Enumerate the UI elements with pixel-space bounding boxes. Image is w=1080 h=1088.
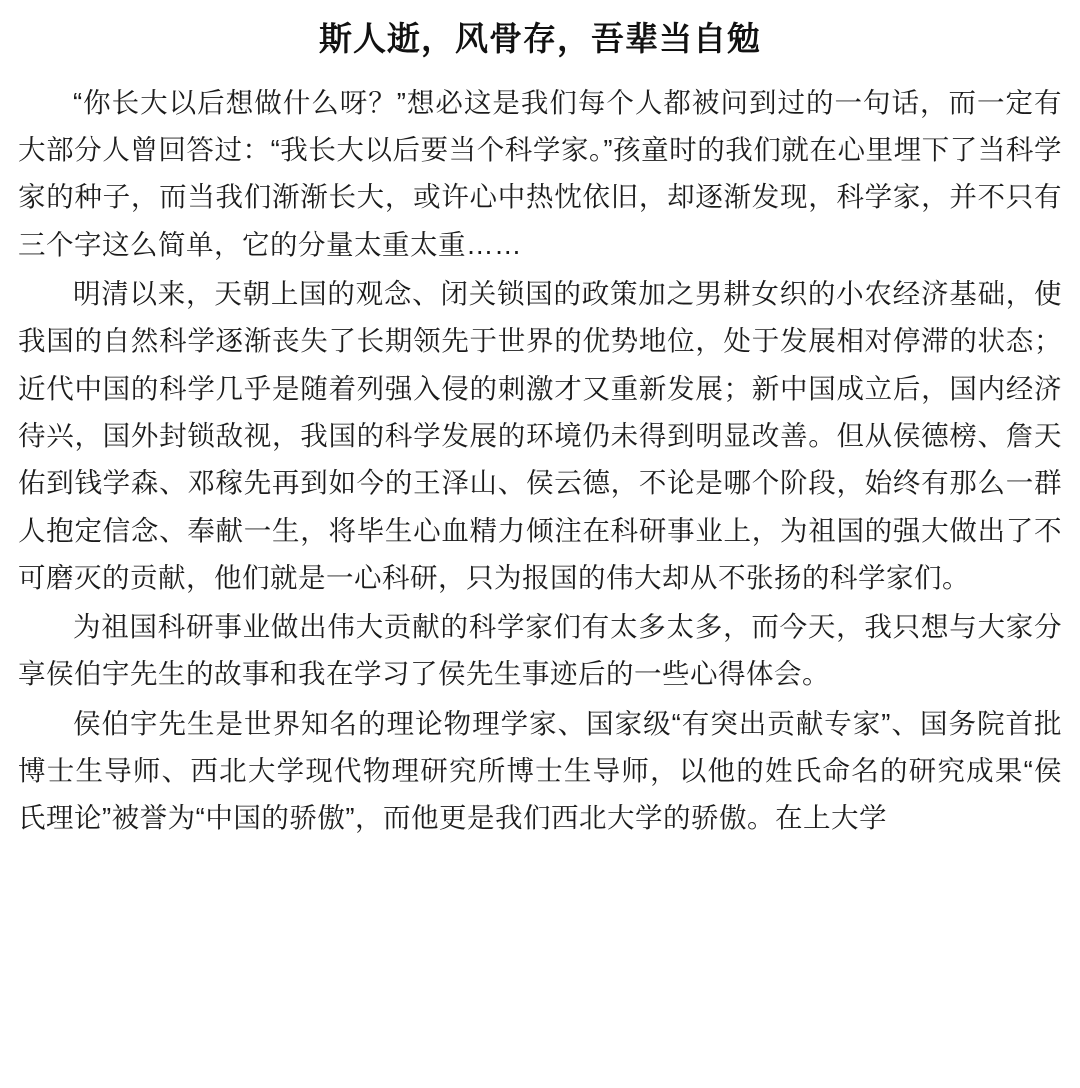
page-title: 斯人逝，风骨存，吾辈当自勉 [319,20,761,57]
paragraph: “你长大以后想做什么呀？”想必这是我们每个人都被问到过的一句话，而一定有大部分人曾回答过：“我长大以后要当个科学家。”孩童时的我们就在心里埋下了当科学家的种子，而当我们渐渐长大，或许心中热忱依旧，却逐渐发现，科学家，并不只有三个字这么简单，它的分量太重太重…… [18,86,1062,260]
paragraph: 为祖国科研事业做出伟大贡献的科学家们有太多太多，而今天，我只想与大家分享侯伯宇先生的故事和我在学习了侯先生事迹后的一些心得体会。 [18,611,1062,690]
paragraph: 明清以来，天朝上国的观念、闭关锁国的政策加之男耕女织的小农经济基础，使我国的自然科学逐渐丧失了长期领先于世界的优势地位，处于发展相对停滞的状态；近代中国的科学几乎是随着列强入侵的刺激才又重新发展；新中国成立后，国内经济待兴，国外封锁敌视，我国的科学发展的环境仍未得到明显改善。但从侯德榜、詹天佑到钱学森、邓稼先再到如今的王泽山、侯云德，不论是哪个阶段，始终有那么一群人抱定信念、奉献一生，将毕生心血精力倾注在科研事业上，为祖国的强大做出了不可磨灭的贡献，他们就是一心科研，只为报国的伟大却从不张扬的科学家们。 [18,278,1062,593]
document-body [18,79,1062,842]
paragraph: 侯伯宇先生是世界知名的理论物理学家、国家级“有突出贡献专家”、国务院首批博士生导师、西北大学现代物理研究所博士生导师，以他的姓氏命名的研究成果“侯氏理论”被誉为“中国的骄傲”，而他更是我们西北大学的骄傲。在上大学 [18,707,1062,834]
